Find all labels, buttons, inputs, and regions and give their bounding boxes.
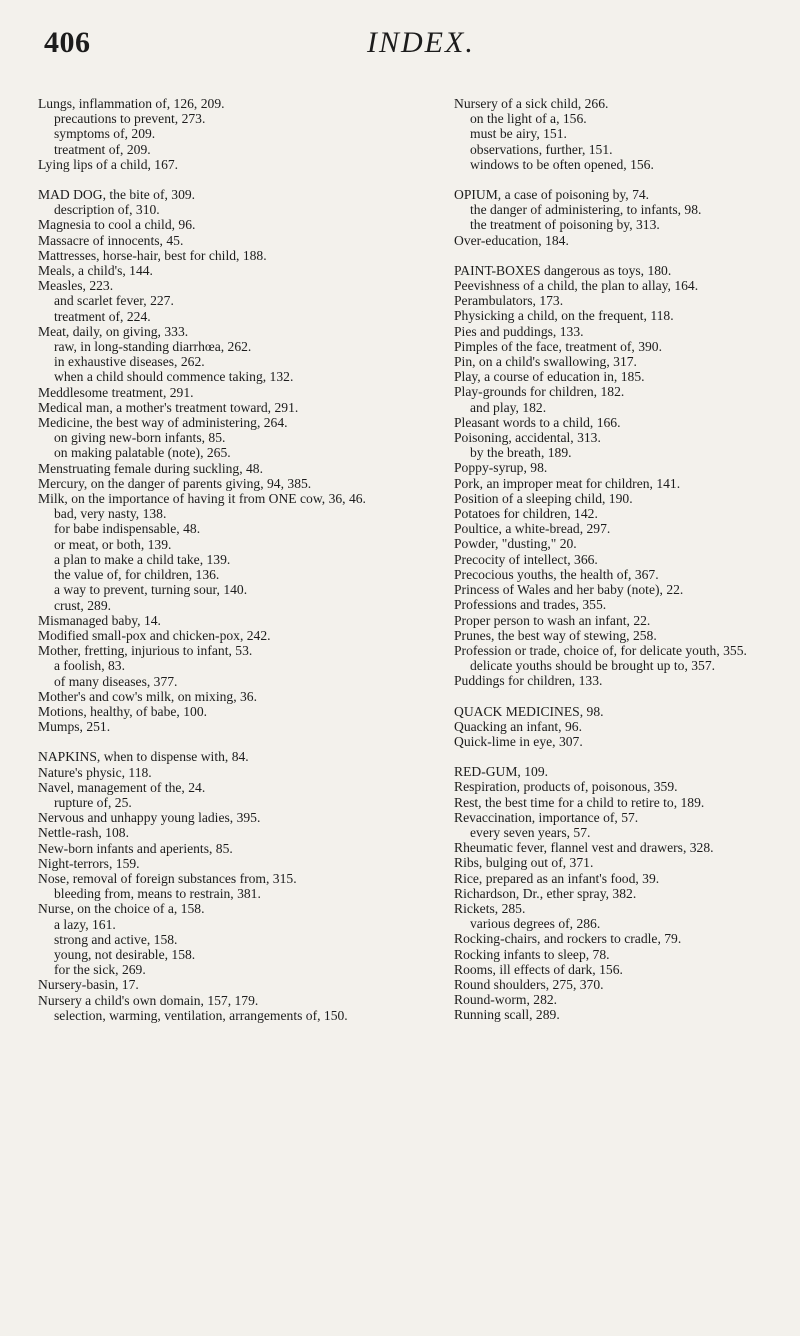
index-entry: Medical man, a mother's treatment toward, 291. [38, 399, 299, 415]
index-subentry: symptoms of, 209. [54, 126, 156, 142]
index-subentry: of many diseases, 377. [54, 673, 178, 689]
index-entry: Profession or trade, choice of, for delicate youth, 355. [454, 642, 747, 658]
index-entry: Meat, daily, on giving, 333. [38, 323, 189, 339]
index-entry: Lungs, inflammation of, 126, 209. [38, 96, 225, 111]
index-entry: Menstruating female during suckling, 48. [38, 460, 264, 476]
index-entry: Revaccination, importance of, 57. [454, 809, 639, 825]
index-entry: Rice, prepared as an infant's food, 39. [454, 870, 660, 886]
index-entry: Running scall, 289. [454, 1007, 560, 1023]
index-subentry: a plan to make a child take, 139. [54, 551, 231, 567]
index-entry: Pimples of the face, treatment of, 390. [454, 338, 662, 354]
index-entry: QUACK MEDICINES, 98. [454, 703, 604, 719]
index-subentry: observations, further, 151. [470, 141, 613, 157]
index-entry: Over-education, 184. [454, 232, 569, 248]
index-subentry: a lazy, 161. [54, 916, 116, 932]
index-entry: Measles, 223. [38, 278, 114, 294]
index-entry: Poultice, a white-bread, 297. [454, 521, 611, 537]
index-subentry: by the breath, 189. [470, 445, 572, 461]
index-subentry: strong and active, 158. [54, 931, 178, 947]
index-entry: Meals, a child's, 144. [38, 263, 153, 279]
index-subentry: the danger of administering, to infants, 98. [470, 202, 702, 218]
index-entry: Physicking a child, on the frequent, 118. [454, 308, 674, 324]
index-subentry: delicate youths should be brought up to, 357. [470, 658, 716, 674]
index-entry: Prunes, the best way of stewing, 258. [454, 627, 657, 643]
index-subentry: for the sick, 269. [54, 962, 146, 978]
index-subentry: treatment of, 209. [54, 141, 151, 157]
section-gap [38, 734, 418, 749]
section-gap [454, 749, 790, 764]
index-subentry: selection, warming, ventilation, arrangements of, 150. [54, 1007, 348, 1023]
index-entry: MAD DOG, the bite of, 309. [38, 187, 196, 203]
index-entry: Rest, the best time for a child to retire to, 189. [454, 794, 705, 810]
index-column-left [38, 96, 418, 1023]
index-entry: Mother, fretting, injurious to infant, 53. [38, 643, 253, 659]
index-entry: Nursery of a sick child, 266. [454, 96, 609, 111]
index-entry: Rickets, 285. [454, 900, 526, 916]
index-subentry: young, not desirable, 158. [54, 946, 196, 962]
index-subentry: a way to prevent, turning sour, 140. [54, 582, 248, 598]
index-entry: OPIUM, a case of poisoning by, 74. [454, 187, 650, 203]
index-subentry: when a child should commence taking, 132. [54, 369, 294, 385]
index-entry: Ribs, bulging out of, 371. [454, 855, 594, 871]
index-entry: Quacking an infant, 96. [454, 718, 582, 734]
index-subentry: and play, 182. [470, 399, 547, 415]
index-entry: Princess of Wales and her baby (note), 22. [454, 582, 684, 598]
index-subentry: or meat, or both, 139. [54, 536, 172, 552]
index-entry: Proper person to wash an infant, 22. [454, 612, 651, 628]
index-entry: Peevishness of a child, the plan to allay, 164. [454, 278, 699, 294]
index-subentry: rupture of, 25. [54, 794, 132, 810]
index-entry: Nature's physic, 118. [38, 764, 152, 780]
index-entry: Modified small-pox and chicken-pox, 242. [38, 627, 271, 643]
index-entry: Mismanaged baby, 14. [38, 612, 161, 628]
index-entry: Pork, an improper meat for children, 141. [454, 475, 681, 491]
index-subentry: and scarlet fever, 227. [54, 293, 174, 309]
index-entry: RED-GUM, 109. [454, 764, 549, 780]
index-entry: Pies and puddings, 133. [454, 323, 584, 339]
index-entry: New-born infants and aperients, 85. [38, 840, 233, 856]
index-entry: Rooms, ill effects of dark, 156. [454, 961, 623, 977]
index-entry: Nursery-basin, 17. [38, 977, 139, 993]
index-subentry: on giving new-born infants, 85. [54, 430, 226, 446]
index-entry: Position of a sleeping child, 190. [454, 490, 633, 506]
index-column-right [454, 96, 790, 1023]
index-entry: Round-worm, 282. [454, 992, 558, 1008]
index-entry: Nurse, on the choice of a, 158. [38, 901, 205, 917]
index-subentry: on the light of a, 156. [470, 111, 587, 127]
index-entry: Motions, healthy, of babe, 100. [38, 703, 208, 719]
index-subentry: treatment of, 224. [54, 308, 151, 324]
index-entry: Mumps, 251. [38, 719, 111, 735]
index-entry: Rocking infants to sleep, 78. [454, 946, 610, 962]
index-entry: PAINT-BOXES dangerous as toys, 180. [454, 262, 672, 278]
index-entry: Round shoulders, 275, 370. [454, 976, 604, 992]
index-entry: Pleasant words to a child, 166. [454, 414, 621, 430]
index-subentry: precautions to prevent, 273. [54, 111, 206, 127]
section-gap [38, 172, 418, 187]
index-entry: Lying lips of a child, 167. [38, 156, 179, 172]
index-entry: Quick-lime in eye, 307. [454, 733, 583, 749]
index-entry: Mattresses, horse-hair, best for child, 188. [38, 247, 267, 263]
index-entry: Nursery a child's own domain, 157, 179. [38, 992, 259, 1008]
index-entry: Powder, "dusting," 20. [454, 536, 577, 552]
index-entry: Poisoning, accidental, 313. [454, 430, 601, 446]
index-subentry: for babe indispensable, 48. [54, 521, 201, 537]
index-subentry: various degrees of, 286. [470, 916, 601, 932]
index-entry: Poppy-syrup, 98. [454, 460, 548, 476]
index-entry: Play-grounds for children, 182. [454, 384, 625, 400]
index-entry: Rheumatic fever, flannel vest and drawers, 328. [454, 840, 714, 856]
page-number: 406 [44, 26, 91, 59]
index-entry: NAPKINS, when to dispense with, 84. [38, 749, 249, 765]
index-entry: Pin, on a child's swallowing, 317. [454, 354, 637, 370]
index-entry: Professions and trades, 355. [454, 597, 607, 613]
index-entry: Precocity of intellect, 366. [454, 551, 598, 567]
index-subentry: raw, in long-standing diarrhœa, 262. [54, 339, 252, 355]
index-entry: Nervous and unhappy young ladies, 395. [38, 810, 261, 826]
index-subentry: bad, very nasty, 138. [54, 506, 167, 522]
index-entry: Navel, management of the, 24. [38, 779, 206, 795]
index-entry: Meddlesome treatment, 291. [38, 384, 194, 400]
index-subentry: in exhaustive diseases, 262. [54, 354, 205, 370]
index-entry: Nettle-rash, 108. [38, 825, 129, 841]
section-gap [454, 172, 790, 187]
index-entry: Potatoes for children, 142. [454, 506, 598, 522]
index-entry: Nose, removal of foreign substances from, 315. [38, 870, 297, 886]
index-subentry: description of, 310. [54, 202, 160, 218]
index-entry: Richardson, Dr., ether spray, 382. [454, 885, 637, 901]
index-subentry: every seven years, 57. [470, 824, 591, 840]
index-entry: Precocious youths, the health of, 367. [454, 566, 659, 582]
index-entry: Mercury, on the danger of parents giving, 94, 385. [38, 475, 312, 491]
index-subentry: windows to be often opened, 156. [470, 156, 654, 172]
index-entry: Respiration, products of, poisonous, 359. [454, 779, 678, 795]
index-subentry: bleeding from, means to restrain, 381. [54, 886, 261, 902]
index-subentry: the treatment of poisoning by, 313. [470, 217, 660, 233]
section-gap [454, 689, 790, 704]
index-subentry: a foolish, 83. [54, 658, 125, 674]
index-entry: Massacre of innocents, 45. [38, 232, 184, 248]
index-entry: Mother's and cow's milk, on mixing, 36. [38, 688, 257, 704]
index-subentry: the value of, for children, 136. [54, 567, 220, 583]
index-subentry: crust, 289. [54, 597, 112, 613]
section-gap [454, 248, 790, 263]
index-entry: Milk, on the importance of having it from ONE cow, 36, 46. [38, 491, 366, 507]
index-entry: Medicine, the best way of administering, 264. [38, 415, 288, 431]
index-subentry: must be airy, 151. [470, 126, 567, 142]
index-entry: Play, a course of education in, 185. [454, 369, 645, 385]
page-title: INDEX. [367, 26, 475, 59]
index-entry: Perambulators, 173. [454, 293, 564, 309]
index-entry: Magnesia to cool a child, 96. [38, 217, 196, 233]
index-entry: Puddings for children, 133. [454, 673, 603, 689]
index-entry: Rocking-chairs, and rockers to cradle, 79. [454, 931, 682, 947]
index-entry: Night-terrors, 159. [38, 855, 140, 871]
index-subentry: on making palatable (note), 265. [54, 445, 231, 461]
